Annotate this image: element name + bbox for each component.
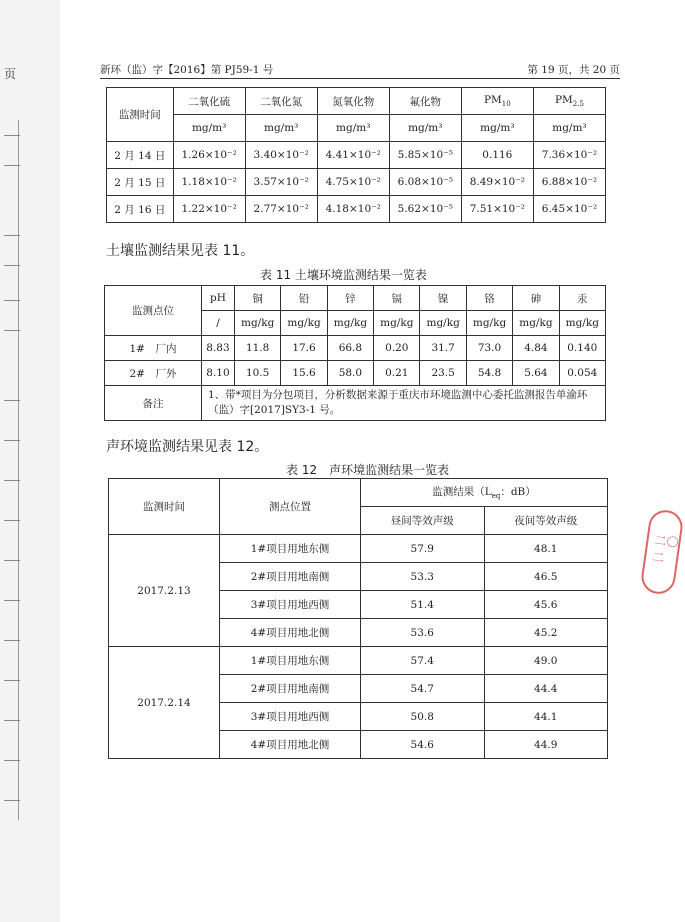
value-cell: 4.75×10⁻² — [317, 169, 389, 196]
unit-cell: mg/m³ — [317, 115, 389, 142]
value-cell: 23.5 — [420, 361, 466, 386]
pm25-sub: 2.5 — [572, 100, 584, 109]
night-value: 46.5 — [484, 563, 608, 591]
header-point: 监测点位 — [105, 286, 202, 336]
unit-cell: / — [202, 311, 235, 336]
margin-tick — [4, 400, 20, 401]
value-cell: 54.8 — [466, 361, 512, 386]
location-cell: 1#项目用地东侧 — [220, 535, 361, 563]
table11-caption: 表 11 土壤环境监测结果一览表 — [260, 268, 427, 282]
header-zinc: 锌 — [327, 286, 373, 311]
value-cell: 1.22×10⁻² — [173, 196, 245, 223]
value-cell: 0.20 — [374, 336, 420, 361]
value-cell: 66.8 — [327, 336, 373, 361]
header-result — [361, 479, 608, 507]
margin-tick — [4, 300, 20, 301]
header-copper: 铜 — [234, 286, 280, 311]
unit-cell: mg/m³ — [389, 115, 461, 142]
noise-intro: 声环境监测结果见表 12。 — [106, 439, 269, 455]
note-text: 1、带*项目为分包项目，分析数据来源于重庆市环境监测中心委托监测报告单渝环（监）字[2017]SY3-1 号。 — [202, 386, 606, 421]
night-value: 44.1 — [484, 703, 608, 731]
scan-left-margin — [0, 0, 61, 922]
header-so2: 二氧化硫 — [173, 88, 245, 115]
margin-tick — [4, 600, 20, 601]
day-value: 53.6 — [361, 619, 485, 647]
previous-page-edge-text: 页 — [4, 67, 17, 81]
value-cell: 73.0 — [466, 336, 512, 361]
table-note-row — [105, 386, 606, 421]
day-value: 57.9 — [361, 535, 485, 563]
point-cell: 2# 厂外 — [105, 361, 202, 386]
value-cell: 5.62×10⁻⁵ — [389, 196, 461, 223]
value-cell: 1.26×10⁻² — [173, 142, 245, 169]
unit-cell: mg/kg — [513, 311, 559, 336]
pm10-label: PM — [483, 93, 502, 106]
day-value: 54.6 — [361, 731, 485, 759]
table-row — [105, 361, 606, 386]
document-number: 新环（监）字【2016】第 PJ59-1 号 — [100, 64, 274, 76]
margin-tick — [4, 680, 20, 681]
day-value: 53.3 — [361, 563, 485, 591]
margin-tick — [4, 165, 20, 166]
value-cell: 0.140 — [559, 336, 605, 361]
document-page — [60, 0, 670, 922]
header-cadmium: 镉 — [374, 286, 420, 311]
night-value: 45.2 — [484, 619, 608, 647]
noise-monitoring-table — [108, 478, 608, 759]
table-unit-row — [107, 115, 606, 142]
unit-cell: mg/m³ — [461, 115, 533, 142]
value-cell: 3.40×10⁻² — [245, 142, 317, 169]
margin-tick — [4, 440, 20, 441]
unit-cell: mg/kg — [281, 311, 327, 336]
value-cell: 8.49×10⁻² — [461, 169, 533, 196]
date-cell: 2 月 14 日 — [107, 142, 174, 169]
header-nickel: 镍 — [420, 286, 466, 311]
value-cell: 3.57×10⁻² — [245, 169, 317, 196]
margin-tick — [4, 800, 20, 801]
stamp-text: 二〇二 — [651, 532, 680, 566]
pm10-sub: 10 — [501, 100, 511, 109]
header-nox: 氮氧化物 — [317, 88, 389, 115]
result-label: 监测结果（L — [432, 486, 492, 499]
margin-tick — [4, 520, 20, 521]
table-row — [109, 647, 608, 675]
value-cell: 1.18×10⁻² — [173, 169, 245, 196]
header-pm10 — [461, 88, 533, 115]
day-value: 50.8 — [361, 703, 485, 731]
table-row — [107, 142, 606, 169]
value-cell: 17.6 — [281, 336, 327, 361]
unit-cell: mg/m³ — [245, 115, 317, 142]
value-cell: 6.88×10⁻² — [533, 169, 605, 196]
soil-monitoring-table — [104, 285, 606, 421]
header-lead: 铅 — [281, 286, 327, 311]
table-row — [107, 169, 606, 196]
table-row — [107, 196, 606, 223]
value-cell: 11.8 — [234, 336, 280, 361]
unit-cell: mg/kg — [374, 311, 420, 336]
margin-tick — [4, 760, 20, 761]
value-cell: 6.08×10⁻⁵ — [389, 169, 461, 196]
date-cell: 2017.2.14 — [109, 647, 220, 759]
header-night: 夜间等效声级 — [484, 507, 608, 535]
value-cell: 10.5 — [234, 361, 280, 386]
day-value: 54.7 — [361, 675, 485, 703]
result-unit: ：dB） — [500, 486, 536, 499]
page-number: 第 19 页，共 20 页 — [527, 64, 620, 76]
date-cell: 2 月 16 日 — [107, 196, 174, 223]
location-cell: 4#项目用地北侧 — [220, 619, 361, 647]
margin-tick — [4, 235, 20, 236]
margin-tick — [4, 560, 20, 561]
table-header-row — [105, 286, 606, 311]
header-ph: pH — [202, 286, 235, 311]
day-value: 57.4 — [361, 647, 485, 675]
location-cell: 4#项目用地北侧 — [220, 731, 361, 759]
header-day: 昼间等效声级 — [361, 507, 485, 535]
margin-rule — [18, 120, 19, 820]
value-cell: 15.6 — [281, 361, 327, 386]
table-header-row — [109, 479, 608, 507]
table12-caption: 表 12 声环境监测结果一览表 — [286, 463, 450, 477]
margin-tick — [4, 135, 20, 136]
value-cell: 31.7 — [420, 336, 466, 361]
header-arsenic: 砷 — [513, 286, 559, 311]
location-cell: 2#项目用地南侧 — [220, 563, 361, 591]
value-cell: 7.51×10⁻² — [461, 196, 533, 223]
unit-cell: mg/kg — [327, 311, 373, 336]
value-cell: 0.21 — [374, 361, 420, 386]
unit-cell: mg/kg — [559, 311, 605, 336]
header-chromium: 铬 — [466, 286, 512, 311]
header-time: 监测时间 — [107, 88, 174, 142]
margin-tick — [4, 265, 20, 266]
margin-tick — [4, 480, 20, 481]
unit-cell: mg/kg — [466, 311, 512, 336]
night-value: 44.9 — [484, 731, 608, 759]
note-label: 备注 — [105, 386, 202, 421]
night-value: 45.6 — [484, 591, 608, 619]
header-location: 测点位置 — [220, 479, 361, 535]
table-row — [105, 336, 606, 361]
margin-tick — [4, 640, 20, 641]
header-time: 监测时间 — [109, 479, 220, 535]
date-cell: 2017.2.13 — [109, 535, 220, 647]
unit-cell: mg/kg — [420, 311, 466, 336]
air-monitoring-table — [106, 87, 606, 223]
night-value: 48.1 — [484, 535, 608, 563]
value-cell: 7.36×10⁻² — [533, 142, 605, 169]
result-sub: eq — [491, 492, 501, 501]
value-cell: 4.41×10⁻² — [317, 142, 389, 169]
night-value: 49.0 — [484, 647, 608, 675]
unit-cell: mg/m³ — [173, 115, 245, 142]
value-cell: 0.054 — [559, 361, 605, 386]
value-cell: 58.0 — [327, 361, 373, 386]
value-cell: 5.64 — [513, 361, 559, 386]
night-value: 44.4 — [484, 675, 608, 703]
table-header-row — [107, 88, 606, 115]
value-cell: 0.116 — [461, 142, 533, 169]
value-cell: 8.83 — [202, 336, 235, 361]
value-cell: 4.84 — [513, 336, 559, 361]
header-fluoride: 氟化物 — [389, 88, 461, 115]
header-no2: 二氧化氮 — [245, 88, 317, 115]
page-header — [100, 60, 620, 79]
soil-intro: 土壤监测结果见表 11。 — [106, 243, 255, 259]
location-cell: 3#项目用地西侧 — [220, 703, 361, 731]
header-mercury: 汞 — [559, 286, 605, 311]
value-cell: 5.85×10⁻⁵ — [389, 142, 461, 169]
margin-tick — [4, 720, 20, 721]
pm25-label: PM — [554, 93, 573, 106]
margin-tick — [4, 330, 20, 331]
header-pm25 — [533, 88, 605, 115]
unit-cell: mg/m³ — [533, 115, 605, 142]
location-cell: 3#项目用地西侧 — [220, 591, 361, 619]
point-cell: 1# 厂内 — [105, 336, 202, 361]
value-cell: 2.77×10⁻² — [245, 196, 317, 223]
day-value: 51.4 — [361, 591, 485, 619]
date-cell: 2 月 15 日 — [107, 169, 174, 196]
table-row — [109, 535, 608, 563]
location-cell: 1#项目用地东侧 — [220, 647, 361, 675]
unit-cell: mg/kg — [234, 311, 280, 336]
value-cell: 6.45×10⁻² — [533, 196, 605, 223]
location-cell: 2#项目用地南侧 — [220, 675, 361, 703]
value-cell: 4.18×10⁻² — [317, 196, 389, 223]
value-cell: 8.10 — [202, 361, 235, 386]
